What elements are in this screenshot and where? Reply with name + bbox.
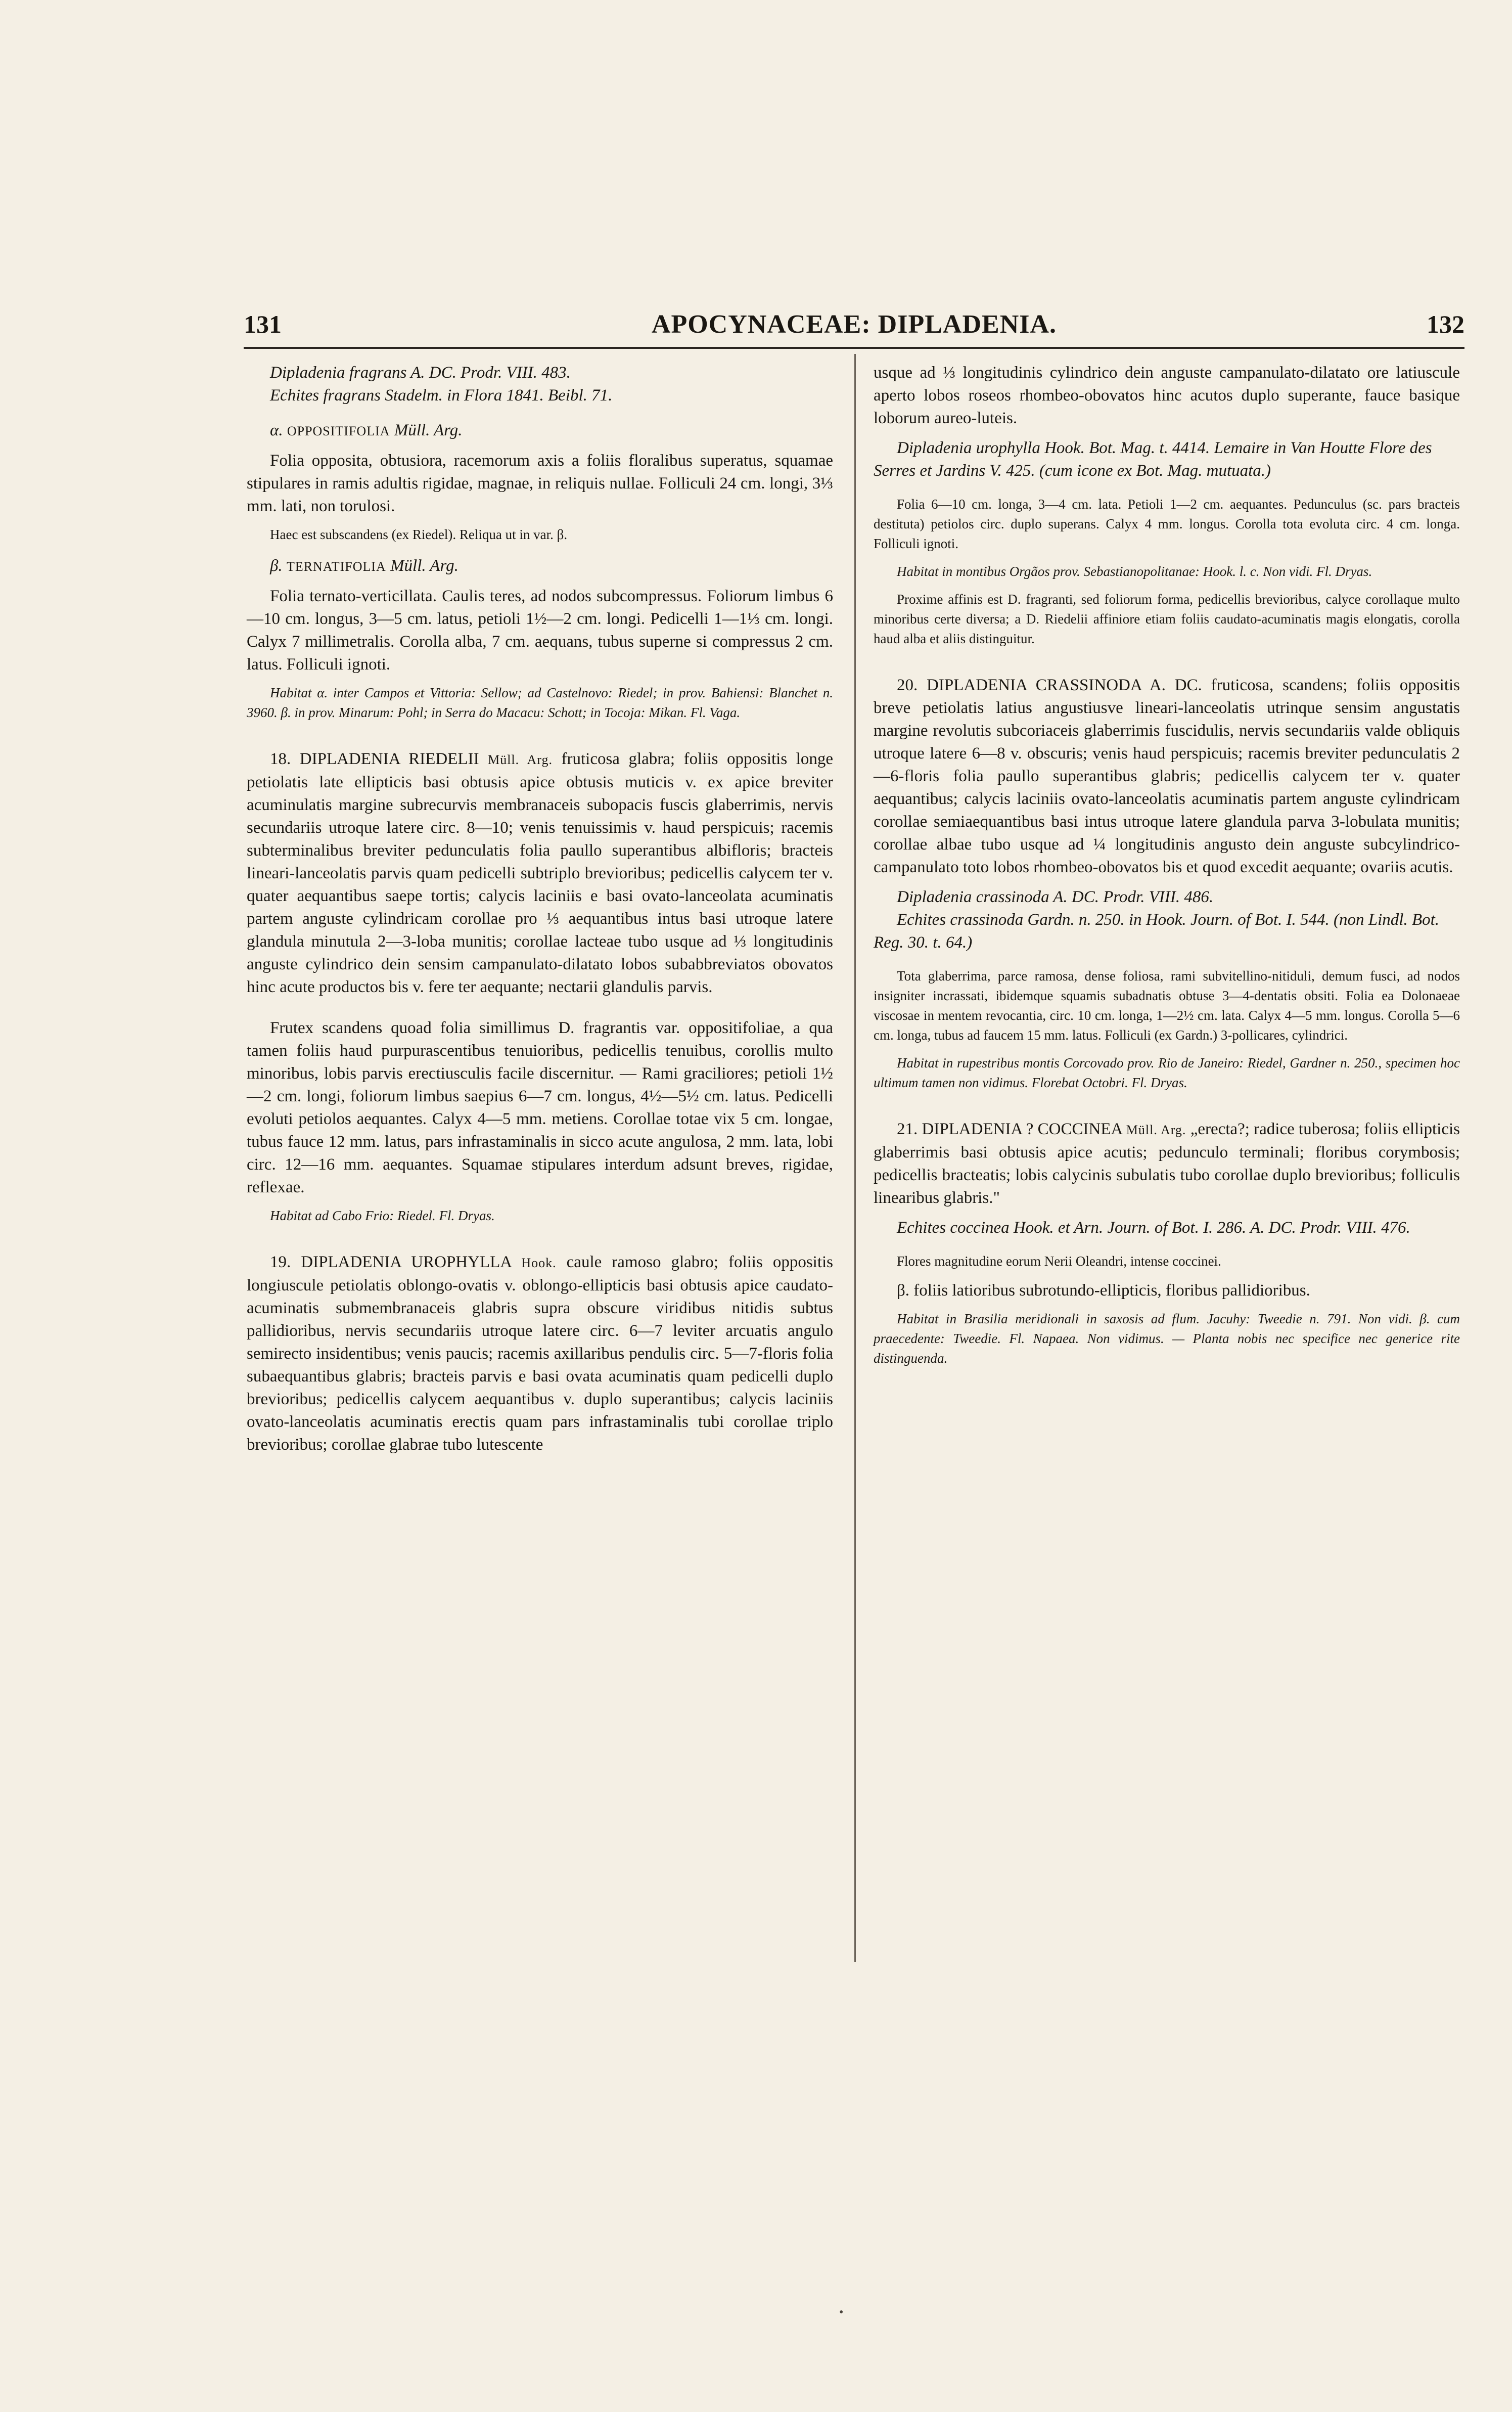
column-divider [854, 354, 856, 1962]
synonym-ref: Echites crassinoda Gardn. n. 250. in Hook. Journ. of Bot. I. 544. (non Lindl. Bot. Reg. 30. t. 64.) [874, 911, 1440, 952]
species-description: Flores magnitudine eorum Nerii Oleandri, intense coccinei. [897, 1254, 1221, 1269]
species-author: Hook. [521, 1256, 557, 1270]
species-heading: 18. DIPLADENIA RIEDELII [270, 750, 479, 768]
species-diagnosis: fruticosa, scandens; foliis oppositis breve petiolatis latius angustiusve lineari-lanceolatis utrinque sensim angustatis margine revolutis subcoriaceis glaberrimis fuscidulis, nervis secundariis valde obliquis utroque latere 6—8 v. obscuris; venis haud perspicuis; racemis breviter pedunculatis 2—6-floris folia paullo superantibus glabris; pedicellis calycem ter v. quater aequantibus; calycis laciniis ovato-lanceolatis acuminatis partem anguste cylindricam corollae semiaequantibus basi intus utroque latere glandula parva 3-lobulata munitis; corollae albae tubo usque ad ¼ longitudinis angusto dein anguste subcylindrico-campanulato toto lobos rhombeo-obovatos bis et quod excedit aequante; ovariis acutis. [874, 676, 1460, 876]
species-heading: 20. DIPLADENIA CRASSINODA [897, 676, 1141, 694]
habitat-note: Habitat α. inter Campos et Vittoria: Sellow; ad Castelnovo: Riedel; in prov. Bahiensi: Blanchet n. 3960. β. in prov. Minarum: Pohl; in Serra do Macacu: Schott; in Tocoja: Mikan. Fl. Vaga. [247, 685, 833, 720]
variety-description: Folia ternato-verticillata. Caulis teres, ad nodos subcompressus. Foliorum limbus 6—10 cm. longus, 3—5 cm. latus, petioli 1½—2 cm. longi. Pedicelli 1—1⅓ cm. longi. Calyx 7 millimetralis. Corolla alba, 7 cm. aequans, tubus superne si compressus 2 cm. latus. Folliculi ignoti. [247, 587, 833, 674]
habitat-note: Habitat in rupestribus montis Corcovado prov. Rio de Janeiro: Riedel, Gardner n. 250., specimen hoc ultimum tamen non vidimus. Florebat Octobri. Fl. Dryas. [874, 1055, 1460, 1090]
running-header [244, 309, 1464, 343]
habitat-note: Habitat in montibus Orgãos prov. Sebastianopolitanae: Hook. l. c. Non vidi. Fl. Dryas. [897, 564, 1372, 579]
synonym-ref: Dipladenia crassinoda A. DC. Prodr. VIII. 486. [897, 888, 1214, 906]
species-entry-18 [247, 748, 833, 999]
habitat-note: Habitat in Brasilia meridionali in saxosis ad flum. Jacuhy: Tweedie n. 791. Non vidi. β. cum praecedente: Tweedie. Fl. Napaea. Non vidimus. — Planta nobis nec specifice nec generice rite distinguenda. [874, 1311, 1460, 1366]
species-note: Proxime affinis est D. fragranti, sed foliorum forma, pedicellis brevioribus, calyce corollaque multo minoribus certe diversa; a D. Riedelii affiniore etiam foliis caudato-acuminatis magis elongatis, corolla haud alba et aliis distinguitur. [874, 592, 1460, 646]
species-diagnosis: „erecta?; radice tuberosa; foliis ellipticis glaberrimis basi obtusis apice acutis; pedunculo terminali; floribus corymbosis; pedicellis bracteatis; lobis calycinis subulatis tubo corollae duplo brevioribus; folliculis linearibus glabris." [874, 1120, 1460, 1207]
page-mark: • [839, 2306, 844, 2319]
species-entry-20 [874, 674, 1460, 879]
species-diagnosis: caule ramoso glabro; foliis oppositis longiuscule petiolatis oblongo-ovatis v. oblongo-ellipticis basi obtusis apice caudato-acuminatis submembranaceis glabris supra obscure viridibus nitidis subtus pallidioribus, nervis secundariis utroque latere circ. 6—7 leviter arcuatis angulo semirecto insidentibus; venis paucis; racemis axillaribus pendulis circ. 5—7-floris folia subaequantibus glabris; bracteis parvis e basi ovata acuminatis quam pedicelli duplo brevioribus; pedicellis calycem aequantibus v. duplo superantibus; calycis laciniis ovato-lanceolatis acuminatis erectis quam pars infrastaminalis tubi corollae triplo brevioribus; corollae glabrae tubo lutescente [247, 1253, 834, 1454]
page-number-right: 132 [1427, 310, 1464, 338]
species-author: A. DC. [1149, 676, 1202, 694]
right-column [874, 362, 1460, 1388]
variety-heading: β. TERNATIFOLIA Müll. Arg. [270, 557, 459, 575]
species-description: Frutex scandens quoad folia simillimus D. fragrantis var. oppositifoliae, a qua tamen foliis haud purpurascentibus tenuioribus, pedicellis tenuibus, corollis multo minoribus, lobis parvis erectiusculis facile discernitur. — Rami graciliores; petioli 1½—2 cm. longi, foliorum limbus saepius 6—7 cm. longus, 4½—5½ cm. latus. Pedicelli evoluti petiolos aequantes. Calyx 4—5 mm. metiens. Corollae totae vix 5 cm. longae, tubus fauce 12 mm. latus, pars infrastaminalis in sicco acute angulosa, 2 mm. lata, lobi circ. 12—16 mm. aequantes. Squamae stipulares interdum adsunt breves, rigidae, reflexae. [247, 1019, 833, 1196]
synonym-ref: Dipladenia urophylla Hook. Bot. Mag. t. 4414. Lemaire in Van Houtte Flore des Serres et Jardins V. 425. (cum icone ex Bot. Mag. mutuata.) [874, 439, 1432, 480]
variety-description: Folia opposita, obtusiora, racemorum axis a foliis floralibus superatus, squamae stipulares in ramis adultis rigidae, magnae, in reliquis nullae. Folliculi 24 cm. longi, 3⅓ mm. lati, non torulosi. [247, 452, 833, 515]
synonym-ref: Echites fragrans Stadelm. in Flora 1841. Beibl. 71. [270, 386, 613, 405]
running-title: APOCYNACEAE: DIPLADENIA. [651, 310, 1057, 339]
species-entry-21 [874, 1118, 1460, 1210]
header-rule [244, 347, 1464, 349]
variety-heading: α. OPPOSITIFOLIA Müll. Arg. [270, 421, 463, 439]
variety-note: β. foliis latioribus subrotundo-ellipticis, floribus pallidioribus. [897, 1281, 1310, 1300]
habitat-note: Habitat ad Cabo Frio: Riedel. Fl. Dryas. [270, 1208, 495, 1223]
diagnosis-continuation: usque ad ⅓ longitudinis cylindrico dein anguste campanulato-dilatato ore latiuscule aperto lobos roseos rhombeo-obovatos hinc acutos duplo superante, fauce basique loborum aureo-luteis. [874, 364, 1460, 427]
species-diagnosis: fruticosa glabra; foliis oppositis longe petiolatis late ellipticis basi obtusis apice obtusis muticis v. ex apice breviter acuminulatis margine subrecurvis membranaceis subopacis fuscis glaberrimis, nervis secundariis utroque latere circ. 8—10; venis tenuissimis v. haud perspicuis; racemis subterminalibus breviter pedunculatis folia paullo superantibus albifloris; bracteis lineari-lanceolatis parvis quam pedicelli subtriplo brevioribus; pedicellis calycem ter v. quater aequantibus saepe tortis; calycis laciniis e basi ovato-lanceolata acuminatis partem anguste cylindricam corollae pro ⅓ aequantibus intus basi utroque latere glandula minutula 2—3-loba munitis; corollae lacteae tubo usque ad ⅓ longitudinis anguste cylindrico dein sensim campanulato-dilatato lobos subabbreviatos obovatos hinc acute productos bis v. fere ter aequante; nectarii glandulis parvis. [247, 750, 833, 996]
page-number-left: 131 [244, 310, 282, 338]
species-heading: 21. DIPLADENIA ? COCCINEA [897, 1120, 1122, 1138]
synonym-ref: Dipladenia fragrans A. DC. Prodr. VIII. 483. [270, 364, 571, 382]
species-entry-19 [247, 1251, 833, 1456]
species-heading: 19. DIPLADENIA UROPHYLLA [270, 1253, 512, 1271]
species-author: Müll. Arg. [1126, 1123, 1186, 1137]
left-column [247, 362, 833, 1463]
species-description: Folia 6—10 cm. longa, 3—4 cm. lata. Petioli 1—2 cm. aequantes. Pedunculus (sc. pars bracteis destituta) petiolos circ. duplo superans. Calyx 4 mm. longus. Corolla tota evoluta circ. 4 cm. longa. Folliculi ignoti. [874, 497, 1460, 551]
synonym-ref: Echites coccinea Hook. et Arn. Journ. of Bot. I. 286. A. DC. Prodr. VIII. 476. [897, 1219, 1410, 1237]
species-author: Müll. Arg. [488, 752, 553, 767]
species-description: Tota glaberrima, parce ramosa, dense foliosa, rami subvitellino-nitiduli, demum fusci, ad nodos insigniter incrassati, ibidemque squamis subadnatis obtuse 3—4-dentatis obsiti. Folia ea Dolonaeae viscosae in mentem revocantia, circ. 10 cm. longa, 1—2½ cm. lata. Calyx 4—5 mm. longus. Corolla 5—6 cm. longa, tubus ad faucem 15 mm. latus. Folliculi (ex Gardn.) 3-pollicares, cylindrici. [874, 968, 1460, 1043]
variety-note: Haec est subscandens (ex Riedel). Reliqua ut in var. β. [270, 527, 568, 542]
